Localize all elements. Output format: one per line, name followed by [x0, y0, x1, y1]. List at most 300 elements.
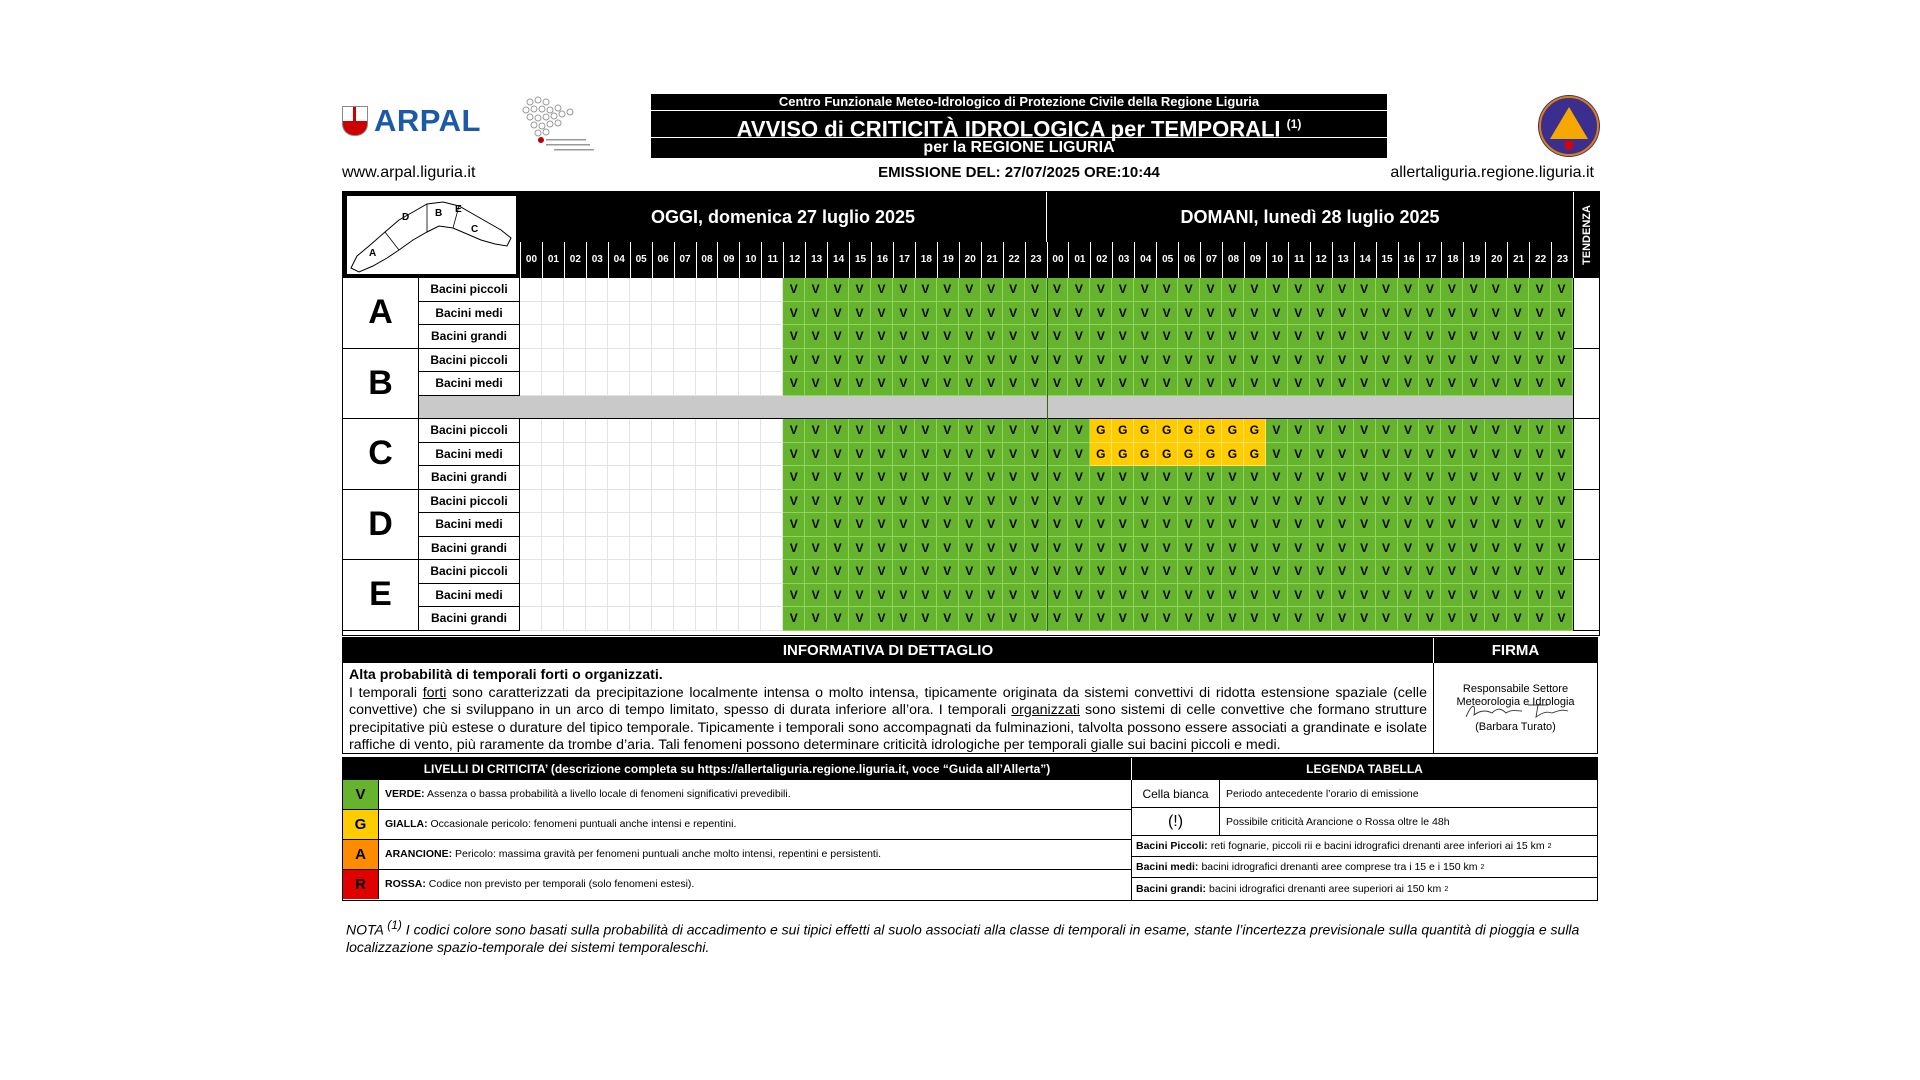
criticity-cell — [608, 607, 630, 631]
criticity-cell: V — [1178, 278, 1200, 302]
criticity-cell: V — [1156, 560, 1178, 584]
criticity-cell: V — [1485, 325, 1507, 349]
criticity-cell: V — [827, 302, 849, 326]
criticity-cell: V — [1551, 560, 1573, 584]
criticity-cell — [608, 466, 630, 490]
criticity-cell: V — [1025, 302, 1047, 326]
hour-header: 07 — [1200, 242, 1222, 278]
criticity-cell: V — [1332, 490, 1354, 514]
basin-label: Bacini medi — [419, 372, 520, 396]
criticity-cell: V — [1419, 419, 1441, 443]
criticity-cell: V — [1398, 584, 1420, 608]
criticity-cell: G — [1222, 443, 1244, 467]
criticity-cell: V — [1244, 490, 1266, 514]
criticity-cell — [608, 490, 630, 514]
level-description: VERDE: Assenza o bassa probabilità a livello locale di fenomeni significativi prevedibili. — [385, 788, 791, 800]
hour-header: 10 — [1266, 242, 1288, 278]
criticity-cell: V — [1200, 607, 1222, 631]
criticity-cell — [674, 302, 696, 326]
criticity-cell — [674, 607, 696, 631]
criticity-cell: V — [915, 513, 937, 537]
criticity-cell — [630, 349, 652, 373]
criticity-cell: V — [827, 372, 849, 396]
criticity-cell: V — [849, 584, 871, 608]
criticity-cell: V — [981, 607, 1003, 631]
criticity-cell: G — [1134, 419, 1156, 443]
criticity-cell: V — [1266, 466, 1288, 490]
criticity-cell: V — [1507, 537, 1529, 561]
criticity-cell: V — [1134, 325, 1156, 349]
criticity-cell: V — [915, 560, 937, 584]
map-label-d: D — [402, 212, 410, 223]
criticity-cell: V — [1529, 537, 1551, 561]
criticity-cell: V — [1200, 278, 1222, 302]
criticity-cell: V — [1134, 584, 1156, 608]
criticity-cell: V — [1441, 513, 1463, 537]
hour-header: 05 — [1156, 242, 1178, 278]
criticity-cell — [542, 302, 564, 326]
criticity-cell — [652, 607, 674, 631]
criticity-cell — [652, 278, 674, 302]
criticity-cell — [652, 419, 674, 443]
hour-header: 17 — [1419, 242, 1441, 278]
criticity-cell: V — [1068, 607, 1090, 631]
criticity-cell — [717, 302, 739, 326]
legend-key-white: Cella bianca — [1132, 780, 1220, 807]
criticity-cell: V — [1485, 278, 1507, 302]
criticity-cell: V — [1047, 443, 1069, 467]
criticity-cell — [696, 419, 718, 443]
criticity-cell: V — [959, 537, 981, 561]
criticity-cell: V — [849, 325, 871, 349]
criticity-cell — [696, 490, 718, 514]
criticity-cell — [608, 419, 630, 443]
criticity-cell: V — [1134, 372, 1156, 396]
avviso-title: AVVISO di CRITICITÀ IDROLOGICA per TEMPORALI $^{(1)}$ — [651, 111, 1387, 138]
criticity-cell: V — [1376, 349, 1398, 373]
criticity-cell — [696, 560, 718, 584]
legend-val-white: Periodo antecedente l’orario di emissione — [1226, 787, 1419, 800]
criticity-cell: V — [849, 560, 871, 584]
criticity-cell: V — [1068, 325, 1090, 349]
criticity-cell — [739, 349, 761, 373]
criticity-cell: V — [871, 537, 893, 561]
criticity-cell — [542, 466, 564, 490]
criticity-cell — [520, 584, 542, 608]
criticity-cell: V — [1463, 349, 1485, 373]
hour-header: 10 — [739, 242, 761, 278]
hour-header: 11 — [1288, 242, 1310, 278]
criticity-cell: V — [1376, 490, 1398, 514]
criticity-cell: V — [1441, 349, 1463, 373]
criticity-cell: V — [783, 419, 805, 443]
criticity-cell — [739, 584, 761, 608]
criticity-cell: V — [893, 513, 915, 537]
criticity-cell: V — [1529, 607, 1551, 631]
criticity-cell: V — [849, 349, 871, 373]
criticity-cell — [739, 537, 761, 561]
criticity-cell: V — [915, 537, 937, 561]
criticity-cell: V — [981, 560, 1003, 584]
criticity-cell: V — [871, 278, 893, 302]
criticity-cell: V — [1112, 349, 1134, 373]
criticity-cell — [608, 560, 630, 584]
hour-header: 21 — [1507, 242, 1529, 278]
hour-header: 18 — [1441, 242, 1463, 278]
criticity-cell — [630, 372, 652, 396]
criticity-cell: V — [1507, 584, 1529, 608]
criticity-cell — [542, 607, 564, 631]
hour-header: 13 — [1332, 242, 1354, 278]
criticity-cell: V — [1156, 349, 1178, 373]
criticity-cell: V — [1288, 560, 1310, 584]
criticity-cell — [717, 278, 739, 302]
criticity-cell: V — [1398, 325, 1420, 349]
arpal-url[interactable]: www.arpal.liguria.it — [342, 164, 476, 181]
criticity-cell: V — [783, 537, 805, 561]
criticity-cell — [739, 443, 761, 467]
criticity-cell: V — [1288, 443, 1310, 467]
criticity-cell: G — [1200, 443, 1222, 467]
criticity-cell: V — [1419, 607, 1441, 631]
criticity-cell: V — [1134, 513, 1156, 537]
criticity-cell — [608, 278, 630, 302]
criticity-cell: V — [1003, 419, 1025, 443]
criticity-cell: V — [1047, 584, 1069, 608]
criticity-cell — [652, 349, 674, 373]
criticity-cell: V — [1222, 584, 1244, 608]
criticity-cell: V — [1354, 560, 1376, 584]
criticity-cell: V — [1485, 490, 1507, 514]
criticity-cell: V — [1047, 560, 1069, 584]
criticity-cell: V — [1332, 349, 1354, 373]
basin-label: Bacini piccoli — [419, 278, 520, 302]
criticity-cell: V — [981, 419, 1003, 443]
criticity-cell: V — [893, 584, 915, 608]
criticity-cell: V — [937, 584, 959, 608]
hour-header: 19 — [1463, 242, 1485, 278]
criticity-cell: V — [1310, 325, 1332, 349]
criticity-cell — [542, 443, 564, 467]
criticity-cell — [630, 443, 652, 467]
criticity-cell: V — [783, 349, 805, 373]
criticity-cell: G — [1090, 419, 1112, 443]
criticity-cell: V — [1068, 490, 1090, 514]
criticity-cell: V — [1529, 443, 1551, 467]
legend-row-grandi: Bacini grandi: bacini idrografici drenanti aree superiori ai 150 km 2 — [1131, 878, 1597, 900]
liguria-map — [343, 192, 520, 278]
basin-label: Bacini medi — [419, 513, 520, 537]
level-code: V — [343, 780, 379, 809]
criticity-cell: V — [893, 607, 915, 631]
criticity-cell: V — [1310, 607, 1332, 631]
criticity-cell: V — [1332, 325, 1354, 349]
criticity-cell: V — [1025, 584, 1047, 608]
criticity-cell: V — [981, 490, 1003, 514]
criticity-cell: V — [1090, 466, 1112, 490]
criticity-cell — [608, 325, 630, 349]
criticity-cell: V — [959, 325, 981, 349]
criticity-cell: V — [1003, 560, 1025, 584]
criticity-cell — [520, 490, 542, 514]
basin-label: Bacini piccoli — [419, 560, 520, 584]
criticity-cell: G — [1112, 443, 1134, 467]
criticity-cell: V — [1441, 443, 1463, 467]
criticity-cell: V — [981, 372, 1003, 396]
criticity-cell: V — [1485, 372, 1507, 396]
criticity-cell: V — [937, 607, 959, 631]
criticity-cell: G — [1156, 443, 1178, 467]
criticity-cell — [586, 513, 608, 537]
criticity-cell: V — [1485, 537, 1507, 561]
hour-header: 02 — [1090, 242, 1112, 278]
criticity-cell: V — [1134, 278, 1156, 302]
tendency-header: TENDENZA — [1573, 192, 1599, 278]
criticity-cell: V — [1134, 302, 1156, 326]
criticity-cell: V — [1244, 513, 1266, 537]
zone-label-c: C — [343, 419, 419, 490]
criticity-cell — [630, 607, 652, 631]
criticity-cell: V — [1310, 278, 1332, 302]
criticity-cell: V — [1463, 372, 1485, 396]
criticity-cell: G — [1156, 419, 1178, 443]
criticity-cell: V — [1332, 513, 1354, 537]
tendency-cell — [1573, 419, 1599, 490]
criticity-cell: V — [783, 513, 805, 537]
criticity-cell: V — [1266, 372, 1288, 396]
criticity-cell: V — [1200, 302, 1222, 326]
tendency-cell — [1573, 349, 1599, 420]
criticity-cell: V — [1222, 537, 1244, 561]
basin-label: Bacini piccoli — [419, 419, 520, 443]
criticity-cell: V — [915, 466, 937, 490]
criticity-cell: V — [827, 278, 849, 302]
criticity-cell: V — [1529, 372, 1551, 396]
criticity-cell — [586, 537, 608, 561]
criticity-cell: V — [1463, 419, 1485, 443]
criticity-cell: V — [1376, 560, 1398, 584]
criticity-cell: V — [1288, 302, 1310, 326]
criticity-cell: V — [1310, 490, 1332, 514]
criticity-cell: V — [1551, 372, 1573, 396]
criticity-cell: V — [1463, 584, 1485, 608]
criticity-cell: V — [1112, 560, 1134, 584]
firma-role-1: Responsabile Settore — [1462, 683, 1569, 695]
criticity-cell: V — [1003, 325, 1025, 349]
criticity-cell — [652, 513, 674, 537]
criticity-cell: V — [1310, 560, 1332, 584]
legend-key-excl: (!) — [1132, 808, 1220, 835]
criticity-cell: V — [959, 419, 981, 443]
level-row — [343, 810, 1131, 840]
criticity-cell: V — [1419, 537, 1441, 561]
criticity-cell: V — [1003, 302, 1025, 326]
region-title: per la REGIONE LIGURIA — [923, 139, 1115, 156]
criticity-cell: V — [1441, 278, 1463, 302]
hour-header: 18 — [915, 242, 937, 278]
criticity-cell: V — [937, 443, 959, 467]
criticity-cell: V — [1178, 560, 1200, 584]
criticity-cell: V — [1288, 584, 1310, 608]
criticity-cell: V — [1025, 349, 1047, 373]
criticity-cell: V — [783, 466, 805, 490]
hour-header: 01 — [542, 242, 564, 278]
criticity-cell — [696, 513, 718, 537]
criticity-cell: V — [1485, 466, 1507, 490]
hour-header: 17 — [893, 242, 915, 278]
criticity-cell — [761, 349, 783, 373]
criticity-cell — [717, 584, 739, 608]
criticity-cell: V — [783, 607, 805, 631]
detail-info-panel — [342, 637, 1598, 754]
criticity-cell: V — [1507, 560, 1529, 584]
criticity-cell — [674, 372, 696, 396]
hour-header: 22 — [1529, 242, 1551, 278]
criticity-cell: V — [1485, 607, 1507, 631]
criticity-cell: G — [1112, 419, 1134, 443]
criticity-cell: V — [1266, 607, 1288, 631]
criticity-cell: V — [1398, 443, 1420, 467]
criticity-cell: V — [1441, 325, 1463, 349]
criticity-cell: V — [959, 584, 981, 608]
criticity-cell — [717, 490, 739, 514]
criticity-cell: V — [1485, 560, 1507, 584]
criticity-cell: V — [937, 537, 959, 561]
hour-header: 19 — [937, 242, 959, 278]
criticity-cell: V — [783, 584, 805, 608]
title-box — [651, 94, 1387, 158]
criticity-cell: V — [959, 278, 981, 302]
criticity-cell: V — [849, 443, 871, 467]
criticity-cell: V — [1178, 372, 1200, 396]
criticity-cell — [608, 443, 630, 467]
criticity-cell: V — [1068, 560, 1090, 584]
map-label-b: B — [435, 208, 443, 219]
criticity-cell: V — [893, 466, 915, 490]
criticity-cell: V — [1288, 349, 1310, 373]
criticity-cell: V — [959, 302, 981, 326]
criticity-cell: V — [1156, 325, 1178, 349]
criticity-cell — [717, 325, 739, 349]
criticity-cell: V — [1398, 302, 1420, 326]
criticity-cell: V — [1068, 443, 1090, 467]
criticity-cell — [542, 419, 564, 443]
criticity-cell: V — [1090, 560, 1112, 584]
criticity-cell — [630, 490, 652, 514]
criticity-cell: V — [915, 419, 937, 443]
criticity-cell: V — [1068, 349, 1090, 373]
footnote: NOTA $^{(1)}$ I codici colore sono basati sulla probabilità di accadimento e sui tipici effetti al suolo associati alla classe di temporali in esame, stante l’incertezza previsionale sulla quantità di pioggia e sulla localizzazione spazio-temporale dei sistemi temporaleschi. — [346, 918, 1580, 955]
criticity-cell — [696, 607, 718, 631]
criticity-cell: V — [1398, 278, 1420, 302]
criticity-cell: V — [1068, 584, 1090, 608]
criticity-cell: V — [1244, 325, 1266, 349]
criticity-cell: V — [915, 278, 937, 302]
criticity-cell: V — [1376, 607, 1398, 631]
map-label-a: A — [369, 248, 377, 259]
criticity-cell — [608, 349, 630, 373]
criticity-cell — [630, 278, 652, 302]
criticity-cell: V — [871, 302, 893, 326]
criticity-cell — [542, 537, 564, 561]
criticity-cell — [717, 560, 739, 584]
criticity-cell: V — [805, 349, 827, 373]
criticity-cell: V — [1134, 537, 1156, 561]
criticity-cell: V — [1376, 278, 1398, 302]
criticity-cell: V — [1288, 372, 1310, 396]
criticity-cell: V — [1222, 513, 1244, 537]
criticity-cell: V — [1529, 302, 1551, 326]
criticity-cell: V — [1310, 466, 1332, 490]
criticity-cell: V — [1178, 607, 1200, 631]
criticity-cell: V — [937, 325, 959, 349]
criticity-cell: V — [1047, 419, 1069, 443]
criticity-cell — [564, 466, 586, 490]
level-row — [343, 870, 1131, 900]
map-label-c: C — [471, 224, 479, 235]
criticity-cell: V — [1090, 278, 1112, 302]
criticity-cell: V — [1332, 372, 1354, 396]
criticity-cell: V — [827, 466, 849, 490]
criticity-cell: V — [893, 443, 915, 467]
criticity-cell — [608, 302, 630, 326]
criticity-cell: V — [959, 607, 981, 631]
criticity-cell: V — [1068, 513, 1090, 537]
criticity-cell — [739, 372, 761, 396]
criticity-cell — [586, 372, 608, 396]
criticity-cell — [674, 560, 696, 584]
criticity-cell: V — [1441, 607, 1463, 631]
criticity-cell: V — [1244, 278, 1266, 302]
criticity-cell: V — [1529, 560, 1551, 584]
criticity-cell: V — [1047, 513, 1069, 537]
criticity-cell — [652, 325, 674, 349]
criticity-cell: V — [1332, 419, 1354, 443]
criticity-cell: V — [783, 325, 805, 349]
criticity-cell: V — [1178, 537, 1200, 561]
criticity-cell: V — [1485, 584, 1507, 608]
criticity-cell: V — [893, 302, 915, 326]
criticity-grid — [342, 191, 1600, 636]
criticity-cell — [586, 302, 608, 326]
criticity-cell: V — [1463, 302, 1485, 326]
criticity-cell: V — [1398, 560, 1420, 584]
basin-label: Bacini grandi — [419, 537, 520, 561]
criticity-cell: V — [1419, 560, 1441, 584]
criticity-cell: V — [937, 466, 959, 490]
allerta-url[interactable]: allertaliguria.regione.liguria.it — [1390, 164, 1594, 181]
criticity-cell — [696, 278, 718, 302]
legend-header: LEGENDA TABELLA — [1131, 758, 1597, 780]
criticity-cell: V — [937, 419, 959, 443]
tendency-cell — [1573, 490, 1599, 561]
criticity-cell: G — [1178, 443, 1200, 467]
criticity-cell: V — [1288, 278, 1310, 302]
criticity-cell: V — [1222, 466, 1244, 490]
hour-header: 05 — [630, 242, 652, 278]
criticity-cell: V — [1112, 513, 1134, 537]
criticity-cell: V — [1200, 560, 1222, 584]
criticity-cell: V — [915, 349, 937, 373]
criticity-cell: V — [1354, 419, 1376, 443]
criticity-cell: V — [1463, 513, 1485, 537]
arpal-logo-text: ARPAL — [374, 103, 481, 138]
criticity-cell: V — [1310, 584, 1332, 608]
criticity-cell — [564, 278, 586, 302]
criticity-cell — [696, 302, 718, 326]
criticity-cell: V — [1156, 490, 1178, 514]
criticity-cell: V — [871, 372, 893, 396]
